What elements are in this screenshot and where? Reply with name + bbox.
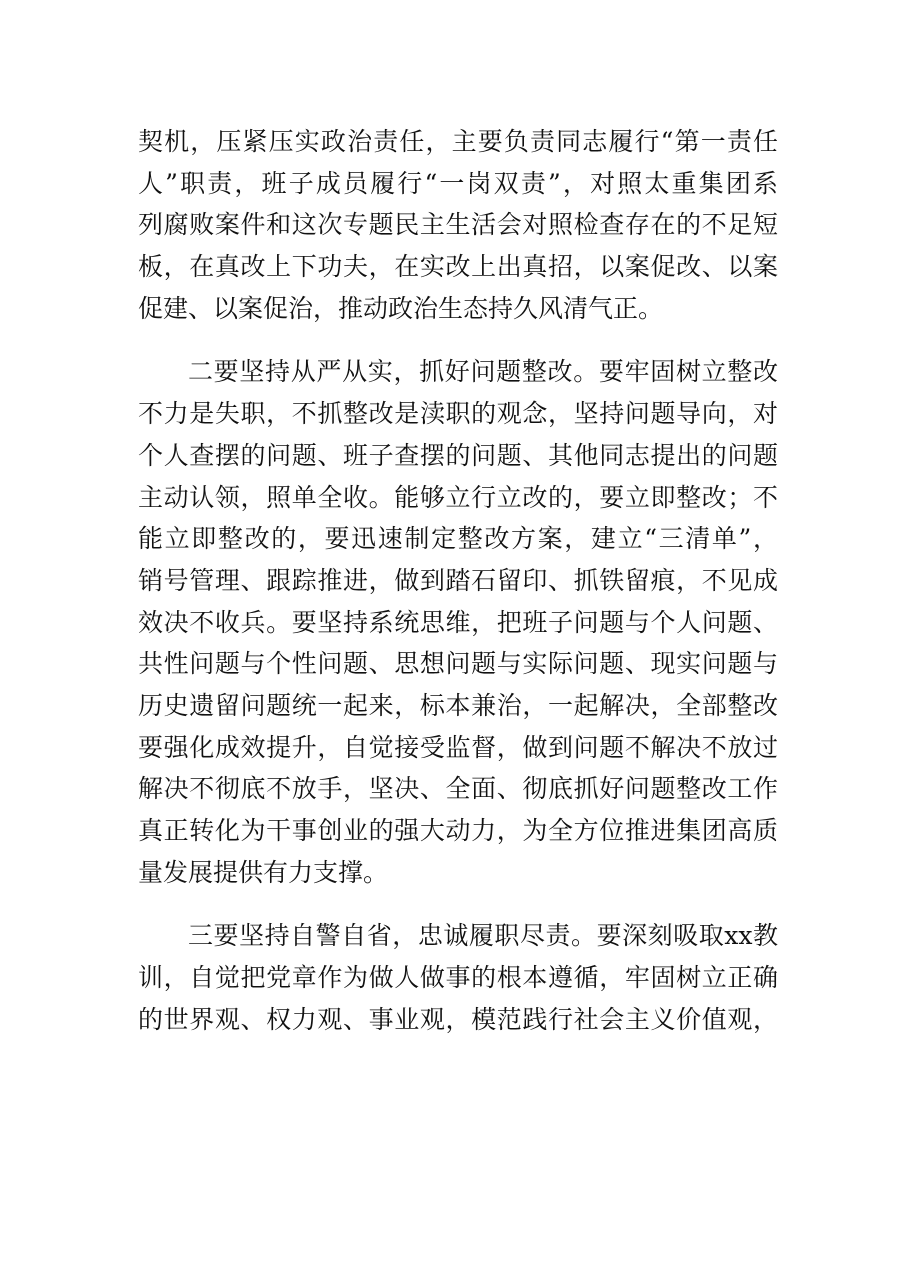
text-line: 解决不彻底不放手，坚决、全面、彻底抓好问题整改工作 [138,774,778,804]
paragraph-3 [138,915,778,1040]
text-line: 人”职责，班子成员履行“一岗双责”，对照太重集团系 [138,168,778,198]
text-line: 共性问题与个性问题、思想问题与实际问题、现实问题与 [138,649,778,679]
text-line: 列腐败案件和这次专题民主生活会对照检查存在的不足短 [138,210,778,240]
text-line: 三要坚持自警自省，忠诚履职尽责。要深刻吸取xx教 [188,921,778,951]
text-line: 的世界观、权力观、事业观，模范践行社会主义价值观， [138,1004,778,1034]
text-line: 效决不收兵。要坚持系统思维，把班子问题与个人问题、 [138,607,778,637]
text-line: 二要坚持从严从实，抓好问题整改。要牢固树立整改 [188,357,778,387]
document-body [138,121,778,1040]
text-line: 促建、以案促治，推动政治生态持久风清气正。 [138,293,664,323]
text-line: 历史遗留问题统一起来，标本兼治，一起解决，全部整改 [138,690,778,720]
text-line: 要强化成效提升，自觉接受监督，做到问题不解决不放过 [138,732,778,762]
paragraph-1 [138,121,778,329]
paragraph-spacing [138,329,778,351]
text-line: 真正转化为干事创业的强大动力，为全方位推进集团高质 [138,816,778,845]
text-line: 销号管理、跟踪推进，做到踏石留印、抓铁留痕，不见成 [138,565,778,595]
text-line: 主动认领，照单全收。能够立行立改的，要立即整改；不 [138,482,778,512]
text-line: 个人查摆的问题、班子查摆的问题、其他同志提出的问题 [138,440,778,470]
text-line: 不力是失职，不抓整改是渎职的观念，坚持问题导向，对 [138,399,778,429]
text-line: 量发展提供有力支撑。 [138,857,389,887]
paragraph-spacing [138,893,778,915]
text-line: 训，自觉把党章作为做人做事的根本遵循，牢固树立正确 [138,963,778,993]
text-line: 契机，压紧压实政治责任，主要负责同志履行“第一责任 [138,127,778,156]
text-line: 能立即整改的，要迅速制定整改方案，建立“三清单”， [138,524,778,554]
text-line: 板，在真改上下功夫，在实改上出真招，以案促改、以案 [138,252,778,282]
paragraph-2 [138,351,778,893]
